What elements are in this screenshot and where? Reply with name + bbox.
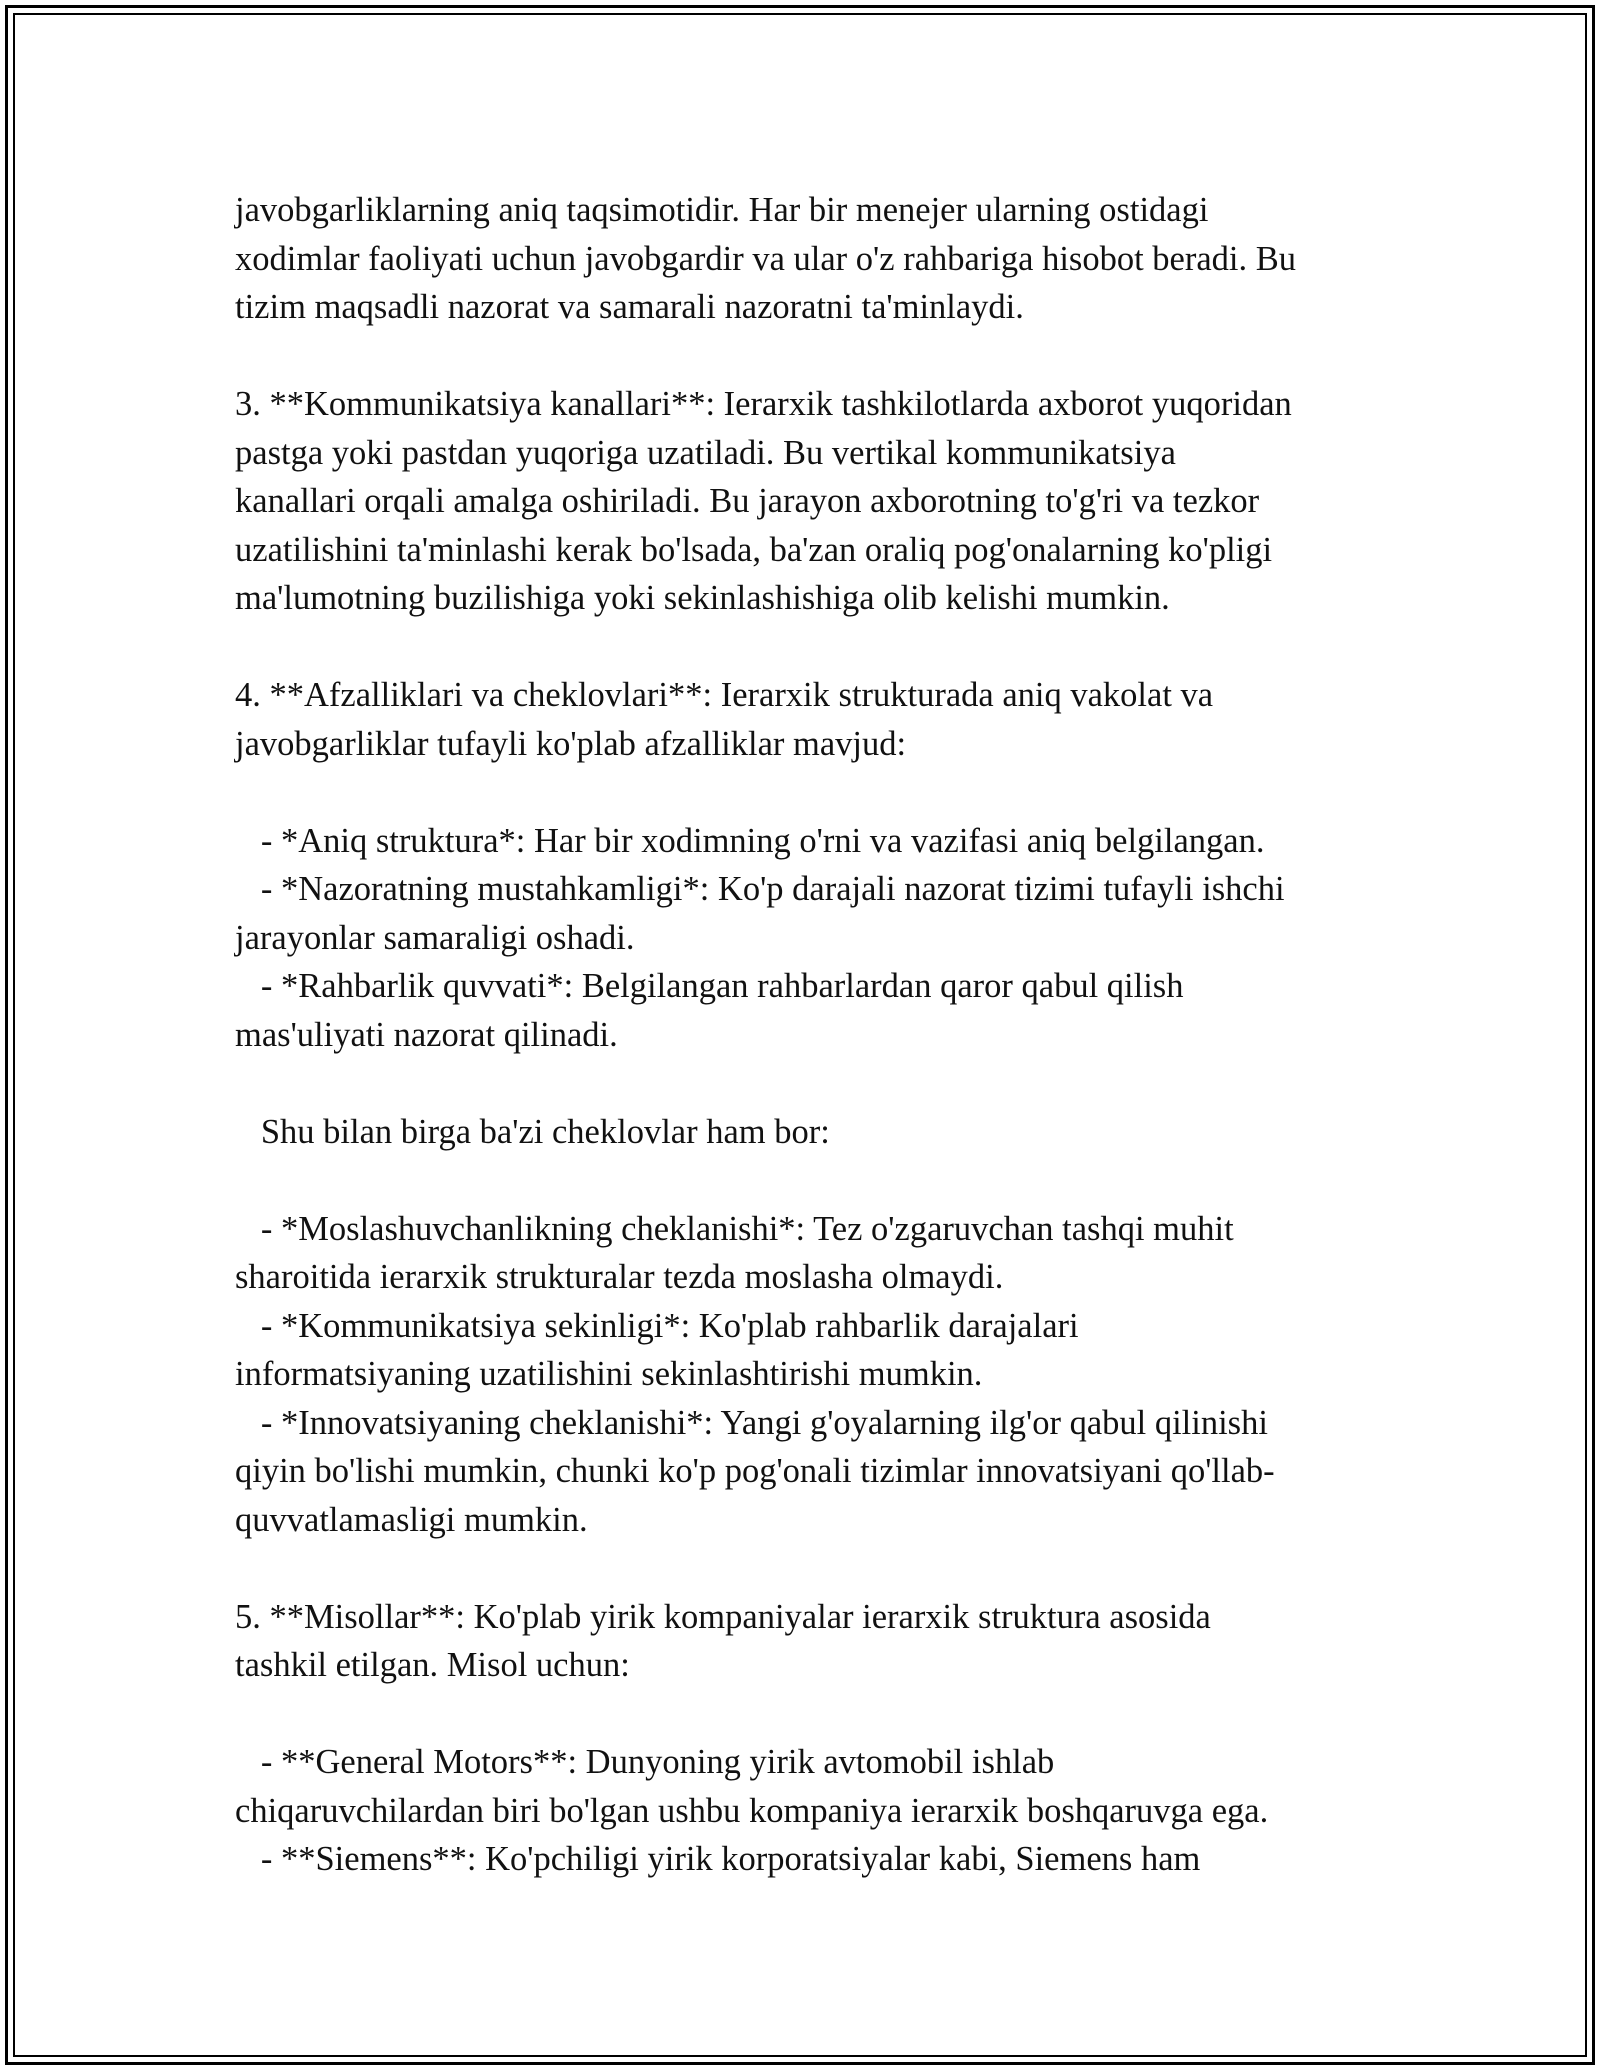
list-item: sharoitida ierarxik strukturalar tezda moslasha olmaydi. (235, 1258, 1004, 1296)
list-item: - *Innovatsiyaning cheklanishi*: Yangi g'oyalarning ilg'or qabul qilinishi (235, 1403, 1268, 1442)
text-line: uzatilishini ta'minlashi kerak bo'lsada, ba'zan oraliq pog'onalarning ko'pligi (235, 530, 1273, 569)
list-item: jarayonlar samaraligi oshadi. (235, 918, 635, 957)
text-line: kanallari orqali amalga oshiriladi. Bu jarayon axborotning to'g'ri va tezkor (235, 482, 1260, 520)
text-line: 4. **Afzalliklari va cheklovlari**: Ierarxik strukturada aniq vakolat va (235, 676, 1214, 714)
intro-paragraph (235, 186, 1395, 332)
list-item: chiqaruvchilardan biri bo'lgan ushbu kompaniya ierarxik boshqaruvga ega. (235, 1791, 1269, 1830)
paragraph-gap (235, 1059, 1395, 1108)
paragraph-gap (235, 768, 1395, 817)
list-item: - *Rahbarlik quvvati*: Belgilangan rahbarlardan qaror qabul qilish (235, 967, 1184, 1005)
text-line: ma'lumotning buzilishiga yoki sekinlashishiga olib kelishi mumkin. (235, 579, 1170, 617)
text-line: 5. **Misollar**: Ko'plab yirik kompaniyalar ierarxik struktura asosida (235, 1597, 1211, 1636)
list-item: - *Moslashuvchanlikning cheklanishi*: Tez o'zgaruvchan tashqi muhit (235, 1209, 1234, 1248)
document-body (235, 186, 1395, 1884)
examples-list (235, 1738, 1395, 1884)
text-line: pastga yoki pastdan yuqoriga uzatiladi. Bu vertikal kommunikatsiya (235, 433, 1176, 472)
list-item: qiyin bo'lishi mumkin, chunki ko'p pog'onali tizimlar innovatsiyani qo'llab- (235, 1452, 1275, 1490)
text-line: tizim maqsadli nazorat va samarali nazoratni ta'minlaydi. (235, 288, 1024, 326)
paragraph-gap (235, 623, 1395, 672)
list-item: quvvatlamasligi mumkin. (235, 1500, 588, 1539)
text-line: 3. **Kommunikatsiya kanallari**: Ierarxik tashkilotlarda axborot yuqoridan (235, 385, 1292, 423)
list-item: informatsiyaning uzatilishini sekinlashtirishi mumkin. (235, 1355, 983, 1393)
paragraph-gap (235, 332, 1395, 381)
section-5-examples (235, 1593, 1395, 1690)
paragraph-gap (235, 1156, 1395, 1205)
list-item: - *Aniq struktura*: Har bir xodimning o'rni va vazifasi aniq belgilangan. (235, 821, 1265, 860)
text-line: xodimlar faoliyati uchun javobgardir va ular o'z rahbariga hisobot beradi. Bu (235, 239, 1297, 278)
list-item: - **Siemens**: Ko'pchiligi yirik korporatsiyalar kabi, Siemens ham (235, 1840, 1201, 1878)
text-line: javobgarliklarning aniq taqsimotidir. Har bir menejer ularning ostidagi (235, 191, 1209, 229)
list-item: - *Kommunikatsiya sekinligi*: Ko'plab rahbarlik darajalari (235, 1306, 1079, 1345)
list-item: - **General Motors**: Dunyoning yirik avtomobil ishlab (235, 1743, 1055, 1781)
limitations-list (235, 1205, 1395, 1545)
limitations-intro: Shu bilan birga ba'zi cheklovlar ham bor: (235, 1112, 830, 1151)
advantages-list (235, 817, 1395, 1060)
section-4-advantages-limitations (235, 671, 1395, 768)
paragraph-gap (235, 1690, 1395, 1739)
list-item: - *Nazoratning mustahkamligi*: Ko'p darajali nazorat tizimi tufayli ishchi (235, 870, 1285, 908)
text-line: javobgarliklar tufayli ko'plab afzalliklar mavjud: (235, 724, 907, 763)
list-item: mas'uliyati nazorat qilinadi. (235, 1015, 618, 1054)
text-line: tashkil etilgan. Misol uchun: (235, 1646, 630, 1684)
paragraph-gap (235, 1544, 1395, 1593)
section-3-communication-channels (235, 380, 1395, 623)
